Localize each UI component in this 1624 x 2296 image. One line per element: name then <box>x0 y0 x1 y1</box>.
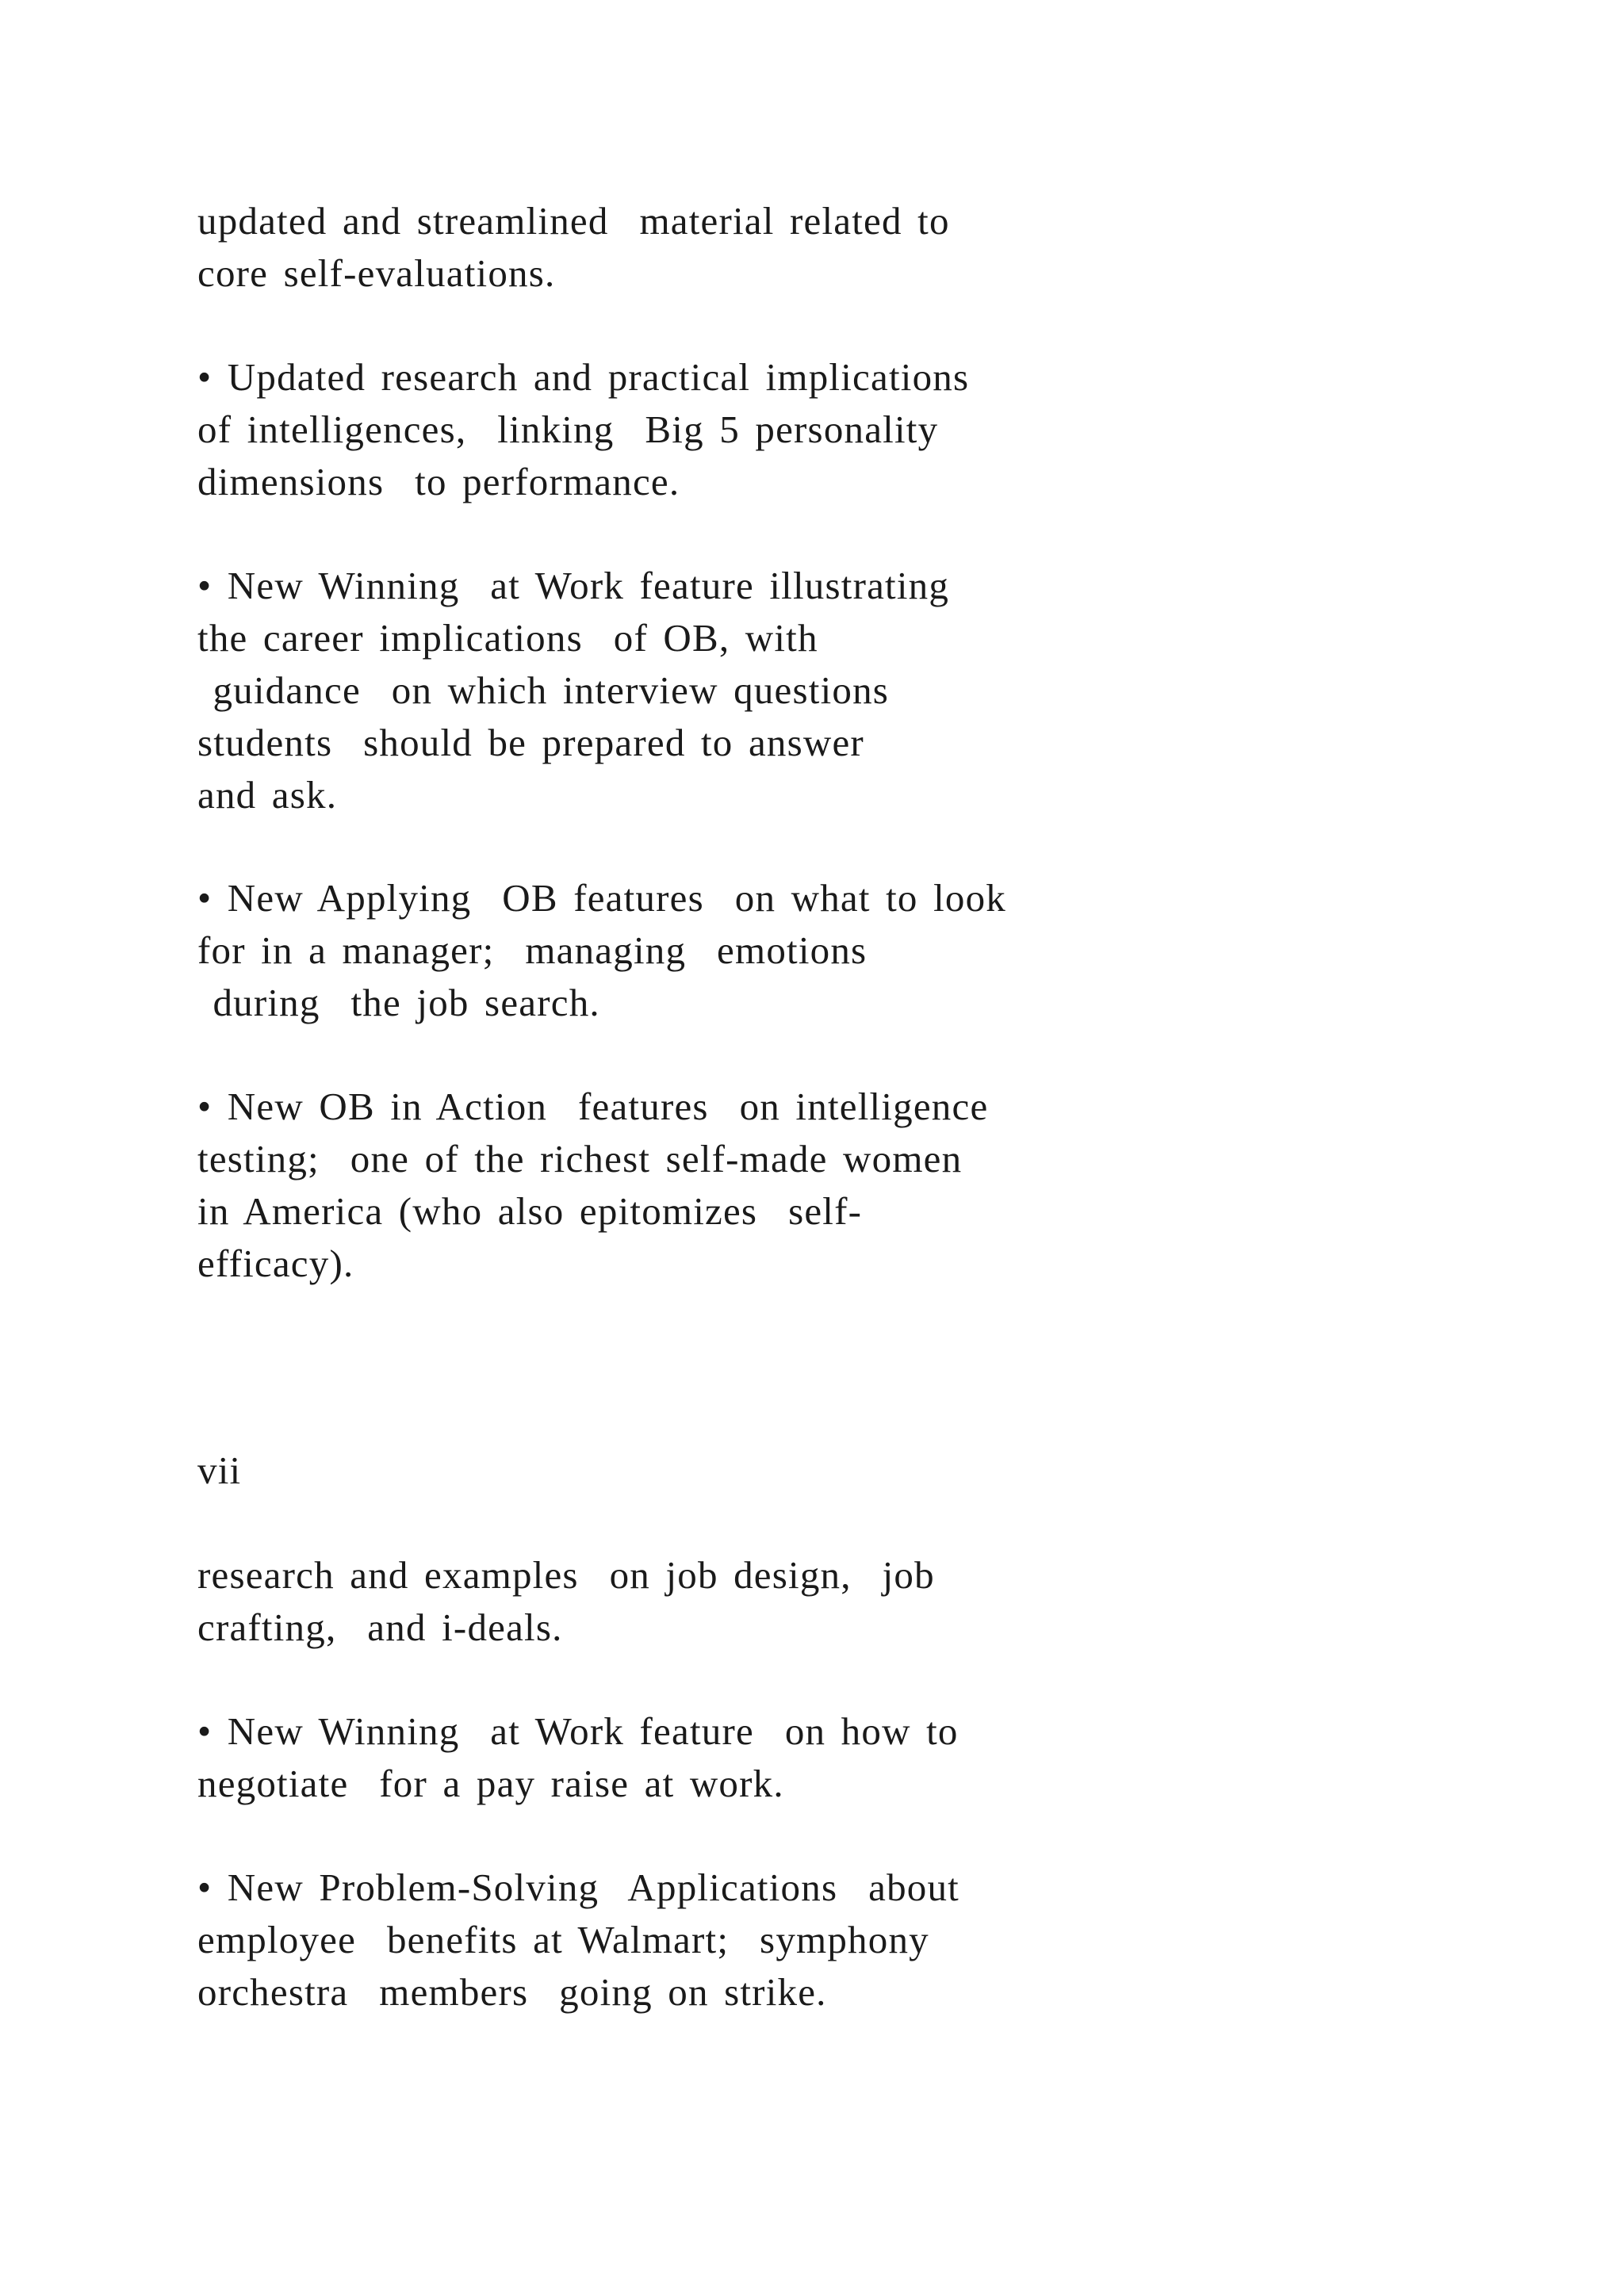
text-line: and ask. <box>197 773 338 817</box>
bullet-winning-at-work-negotiate <box>197 1705 1308 1810</box>
text-line: dimensions to performance. <box>197 460 680 503</box>
bullet-problem-solving <box>197 1862 1308 2019</box>
text-line: research and examples on job design, job <box>197 1553 935 1597</box>
paragraph-core-self-evaluations <box>197 195 1308 300</box>
page-number: vii <box>197 1448 242 1492</box>
text-line: testing; one of the richest self-made women <box>197 1137 963 1181</box>
text-line: • New Winning at Work feature on how to <box>197 1709 959 1753</box>
paragraph-job-design <box>197 1549 1308 1654</box>
text-line: crafting, and i-deals. <box>197 1605 563 1649</box>
text-line: employee benefits at Walmart; symphony <box>197 1918 929 1961</box>
text-line: students should be prepared to answer <box>197 721 864 764</box>
text-line: • New OB in Action features on intelligence <box>197 1085 989 1128</box>
text-line: updated and streamlined material related to <box>197 199 950 243</box>
text-line: guidance on which interview questions <box>197 668 890 712</box>
bullet-intelligences <box>197 351 1308 508</box>
text-line: of intelligences, linking Big 5 personality <box>197 408 939 451</box>
text-line: efficacy). <box>197 1242 354 1285</box>
bullet-winning-at-work-career <box>197 560 1308 821</box>
bullet-applying-ob <box>197 872 1308 1029</box>
text-line: for in a manager; managing emotions <box>197 928 868 972</box>
text-line: • New Applying OB features on what to look <box>197 876 1006 920</box>
text-line: the career implications of OB, with <box>197 616 818 660</box>
text-line: during the job search. <box>197 981 600 1024</box>
text-line: • New Winning at Work feature illustrating <box>197 564 950 607</box>
text-line: • New Problem-Solving Applications about <box>197 1866 959 1909</box>
bullet-ob-in-action <box>197 1081 1308 1290</box>
text-line: negotiate for a pay raise at work. <box>197 1762 784 1805</box>
text-line: • Updated research and practical implications <box>197 355 970 399</box>
text-line: orchestra members going on strike. <box>197 1970 827 2014</box>
text-line: core self-evaluations. <box>197 251 556 295</box>
text-line: in America (who also epitomizes self- <box>197 1189 863 1233</box>
